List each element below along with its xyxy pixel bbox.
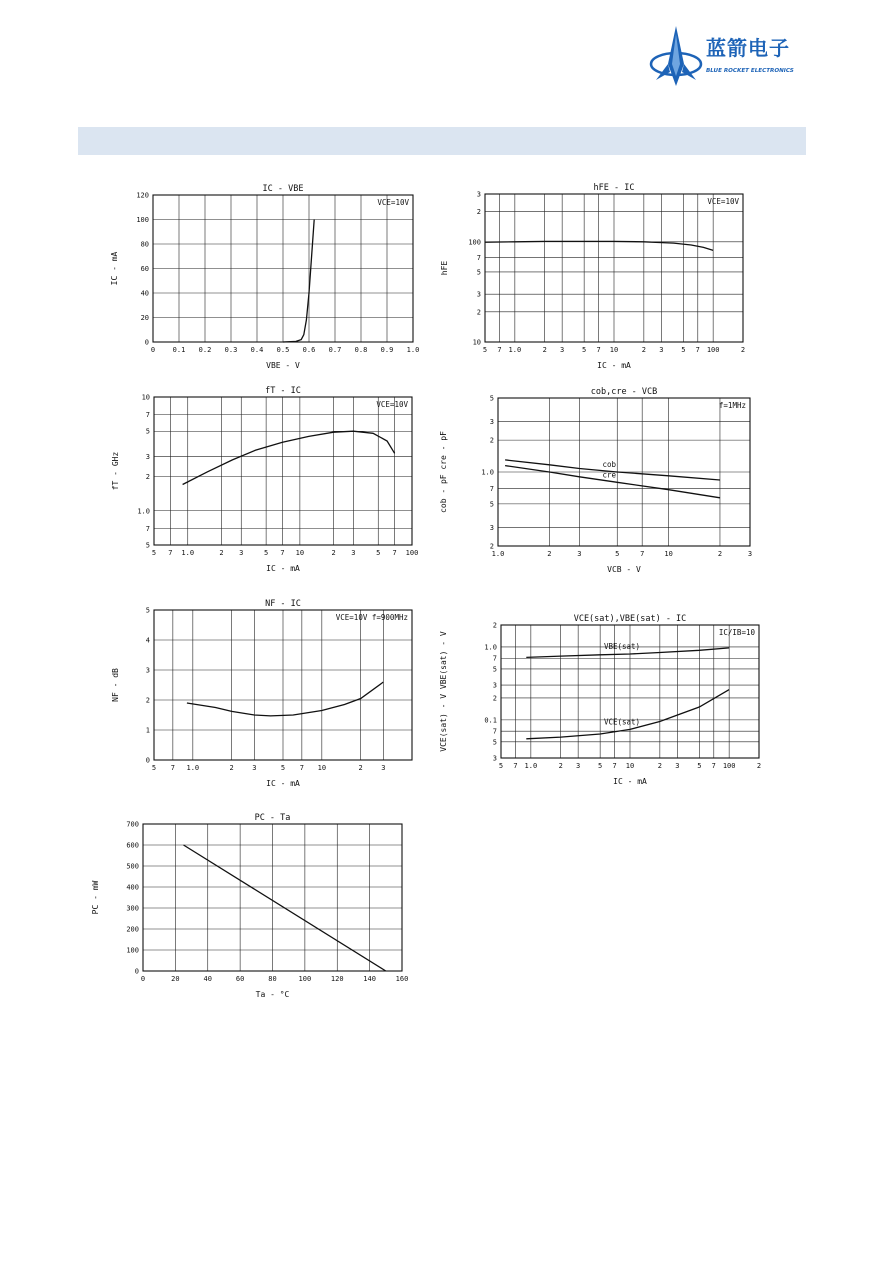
x-tick-label: 100	[706, 346, 720, 354]
x-tick-label: 0.6	[302, 346, 316, 354]
x-tick-label: 100	[405, 549, 419, 557]
x-tick-label: 10	[295, 549, 305, 557]
x-axis-label: IC - mA	[613, 777, 647, 786]
x-tick-label: 5	[151, 764, 157, 772]
y-tick-label: 80	[140, 240, 149, 249]
y-tick-label: 5	[476, 268, 481, 277]
x-axis-label: VBE - V	[266, 361, 300, 370]
x-tick-label: 0	[150, 346, 156, 354]
y-tick-label: 5	[145, 427, 150, 436]
x-tick-label: 3	[576, 762, 581, 770]
x-tick-label: 10	[609, 346, 619, 354]
x-tick-label: 2	[717, 550, 723, 558]
x-tick-label: 2	[358, 764, 363, 772]
x-tick-label: 1.0	[508, 346, 522, 354]
x-tick-label: 7	[513, 762, 518, 770]
section-band	[78, 127, 806, 155]
series-line	[283, 220, 314, 343]
x-tick-label: 5	[681, 346, 686, 354]
y-axis-label: hFE	[440, 260, 449, 276]
x-tick-label: 60	[235, 975, 245, 983]
x-tick-label: 5	[376, 549, 381, 557]
x-tick-label: 3	[560, 346, 565, 354]
y-tick-label: 5	[492, 738, 497, 747]
x-tick-label: 1.0	[491, 550, 505, 558]
x-tick-label: 3	[747, 550, 753, 558]
y-tick-label: 3	[489, 523, 494, 532]
y-tick-label: 7	[492, 654, 497, 663]
y-tick-label: 600	[126, 841, 139, 850]
x-tick-label: 1.0	[181, 549, 195, 557]
chart-title: PC - Ta	[254, 813, 291, 823]
y-tick-label: 3	[476, 290, 481, 299]
chart-ft-ic	[100, 383, 430, 578]
y-tick-label: 1.0	[481, 468, 494, 477]
x-tick-label: 5	[598, 762, 603, 770]
x-tick-label: 0.4	[250, 346, 264, 354]
x-tick-label: 3	[252, 764, 257, 772]
x-tick-label: 10	[664, 550, 673, 558]
series-label: cob	[602, 460, 617, 469]
brand-name-en: BLUE ROCKET ELECTRONICS	[706, 68, 794, 74]
chart-title: hFE - IC	[593, 183, 635, 193]
series-label: VBE(sat)	[603, 642, 641, 652]
x-tick-label: 7	[711, 762, 716, 770]
rocket-logo-icon	[648, 24, 704, 88]
y-tick-label: 10	[472, 338, 481, 347]
x-tick-label: 7	[170, 764, 175, 772]
x-tick-label: 1.0	[186, 764, 200, 772]
x-tick-label: 5	[498, 762, 504, 770]
y-tick-label: 3	[492, 681, 497, 690]
x-tick-label: 2	[229, 764, 234, 772]
x-tick-label: 120	[330, 975, 344, 983]
series-line	[187, 682, 384, 716]
x-tick-label: 0.5	[276, 346, 290, 354]
y-tick-label: 20	[140, 314, 149, 322]
chart-title: IC - VBE	[262, 184, 304, 194]
x-tick-label: 0.1	[172, 346, 186, 354]
x-axis-label: IC - mA	[266, 564, 300, 573]
y-tick-label: 100	[468, 238, 481, 247]
x-tick-label: 7	[497, 346, 502, 354]
y-tick-label: 5	[145, 606, 150, 615]
x-tick-label: 7	[640, 550, 645, 558]
y-tick-label: 120	[136, 191, 149, 200]
x-tick-label: 7	[168, 549, 173, 557]
x-tick-label: 7	[299, 764, 304, 772]
x-tick-label: 7	[280, 549, 285, 557]
x-tick-label: 160	[395, 975, 409, 983]
x-tick-label: 3	[381, 764, 386, 772]
x-tick-label: 100	[722, 762, 736, 770]
series-label: cre	[602, 470, 617, 480]
chart-nf-ic	[100, 595, 430, 790]
y-tick-label: 200	[126, 925, 139, 934]
chart-condition-note: VCE=10V	[377, 198, 409, 207]
x-tick-label: 140	[363, 975, 376, 983]
y-tick-label: 3	[145, 452, 150, 461]
y-tick-label: 7	[489, 484, 494, 493]
y-tick-label: 300	[126, 904, 139, 913]
y-tick-label: 0	[144, 338, 149, 347]
y-axis-label: PC - mW	[91, 880, 100, 915]
y-tick-label: 5	[489, 394, 494, 403]
y-tick-label: 1.0	[484, 643, 497, 652]
y-axis-label: NF - dB	[111, 668, 120, 702]
y-tick-label: 3	[492, 754, 497, 763]
x-tick-label: 0.7	[328, 346, 342, 354]
y-tick-label: 1.0	[137, 507, 150, 516]
chart-title: VCE(sat),VBE(sat) - IC	[573, 614, 687, 624]
y-tick-label: 0	[134, 967, 139, 976]
y-tick-label: 2	[492, 621, 497, 630]
x-tick-label: 2	[331, 549, 336, 557]
y-tick-label: 400	[126, 883, 139, 892]
chart-condition-note: VCE=10V	[376, 400, 408, 409]
x-tick-label: 2	[542, 346, 547, 354]
x-tick-label: 40	[203, 975, 212, 983]
x-tick-label: 2	[756, 762, 762, 770]
chart-condition-note: VCE=10V	[707, 197, 739, 206]
y-tick-label: 0	[145, 756, 150, 765]
x-tick-label: 0.3	[224, 346, 238, 354]
chart-condition-note: IC/IB=10	[718, 628, 755, 637]
chart-ic-vbe	[100, 182, 430, 372]
chart-pc-ta	[88, 810, 418, 1005]
y-tick-label: 5	[489, 500, 494, 509]
x-tick-label: 7	[612, 762, 617, 770]
x-tick-label: 5	[582, 346, 587, 354]
x-tick-label: 2	[657, 762, 662, 770]
x-tick-label: 3	[577, 550, 582, 558]
y-tick-label: 7	[145, 411, 150, 420]
chart-condition-note: VCE=10V f=900MHz	[335, 613, 408, 622]
x-tick-label: 5	[615, 550, 620, 558]
x-tick-label: 7	[392, 549, 397, 557]
x-axis-label: IC - mA	[597, 361, 631, 370]
y-tick-label: 7	[492, 727, 497, 736]
x-tick-label: 3	[351, 549, 356, 557]
x-tick-label: 2	[740, 346, 746, 354]
y-tick-label: 10	[141, 393, 150, 402]
y-axis-label: VCE(sat) - V VBE(sat) - V	[439, 631, 448, 752]
chart-cob-cre-vcb	[432, 385, 762, 580]
x-tick-label: 100	[298, 975, 312, 983]
x-tick-label: 5	[697, 762, 702, 770]
y-tick-label: 4	[145, 636, 150, 645]
x-tick-label: 7	[695, 346, 700, 354]
series-line	[485, 241, 713, 250]
y-axis-label: fT - GHz	[111, 451, 120, 491]
y-tick-label: 1	[145, 726, 150, 735]
x-tick-label: 1.0	[406, 346, 420, 354]
chart-title: fT - IC	[265, 386, 301, 396]
brand-name-cn: 蓝箭电子	[706, 36, 790, 60]
y-tick-label: 3	[145, 666, 150, 675]
y-tick-label: 2	[476, 208, 481, 217]
y-tick-label: 100	[126, 946, 139, 955]
y-axis-label: cob - pF cre - pF	[439, 431, 448, 513]
x-axis-label: IC - mA	[266, 779, 300, 788]
x-tick-label: 20	[171, 975, 180, 983]
y-tick-label: 40	[140, 289, 149, 298]
y-tick-label: 500	[126, 862, 139, 871]
plot-frame	[154, 397, 412, 545]
chart-vsat-ic	[432, 595, 762, 795]
y-tick-label: 2	[145, 473, 150, 482]
chart-condition-note: f=1MHz	[718, 401, 746, 410]
y-tick-label: 2	[492, 694, 497, 703]
x-tick-label: 5	[280, 764, 286, 772]
y-tick-label: 7	[476, 253, 481, 262]
x-tick-label: 10	[317, 764, 327, 772]
y-tick-label: 2	[489, 436, 494, 445]
y-tick-label: 100	[136, 216, 149, 224]
y-tick-label: 3	[489, 417, 494, 426]
y-tick-label: 60	[140, 265, 149, 273]
brand-logo	[648, 24, 818, 88]
x-tick-label: 3	[239, 549, 244, 557]
x-tick-label: 2	[641, 346, 646, 354]
chart-title: cob,cre - VCB	[590, 387, 658, 397]
x-tick-label: 2	[219, 549, 224, 557]
y-axis-label: IC - mA	[110, 251, 119, 286]
y-tick-label: 700	[126, 820, 139, 829]
chart-title: NF - IC	[265, 599, 301, 609]
y-tick-label: 5	[145, 541, 150, 550]
y-tick-label: 0.1	[484, 716, 497, 725]
x-tick-label: 0.2	[198, 346, 212, 354]
x-tick-label: 3	[675, 762, 680, 770]
x-tick-label: 10	[625, 762, 635, 770]
x-tick-label: 80	[268, 975, 277, 983]
x-axis-label: VCB - V	[607, 565, 641, 574]
x-tick-label: 7	[596, 346, 601, 354]
x-axis-label: Ta - °C	[255, 990, 290, 999]
chart-hfe-ic	[432, 180, 762, 370]
x-tick-label: 0.8	[354, 346, 368, 354]
y-tick-label: 5	[492, 665, 497, 674]
x-tick-label: 5	[482, 346, 488, 354]
x-tick-label: 3	[659, 346, 664, 354]
series-label: VCE(sat)	[603, 717, 641, 727]
y-tick-label: 2	[489, 542, 494, 551]
x-tick-label: 2	[547, 550, 552, 558]
x-tick-label: 5	[151, 549, 157, 557]
y-tick-label: 2	[145, 696, 150, 705]
y-tick-label: 7	[145, 524, 150, 533]
x-tick-label: 0	[140, 975, 146, 983]
x-tick-label: 0.9	[380, 346, 394, 354]
x-tick-label: 1.0	[524, 762, 538, 770]
y-tick-label: 2	[476, 308, 481, 317]
x-tick-label: 5	[264, 549, 269, 557]
x-tick-label: 2	[558, 762, 563, 770]
y-tick-label: 3	[476, 190, 481, 199]
